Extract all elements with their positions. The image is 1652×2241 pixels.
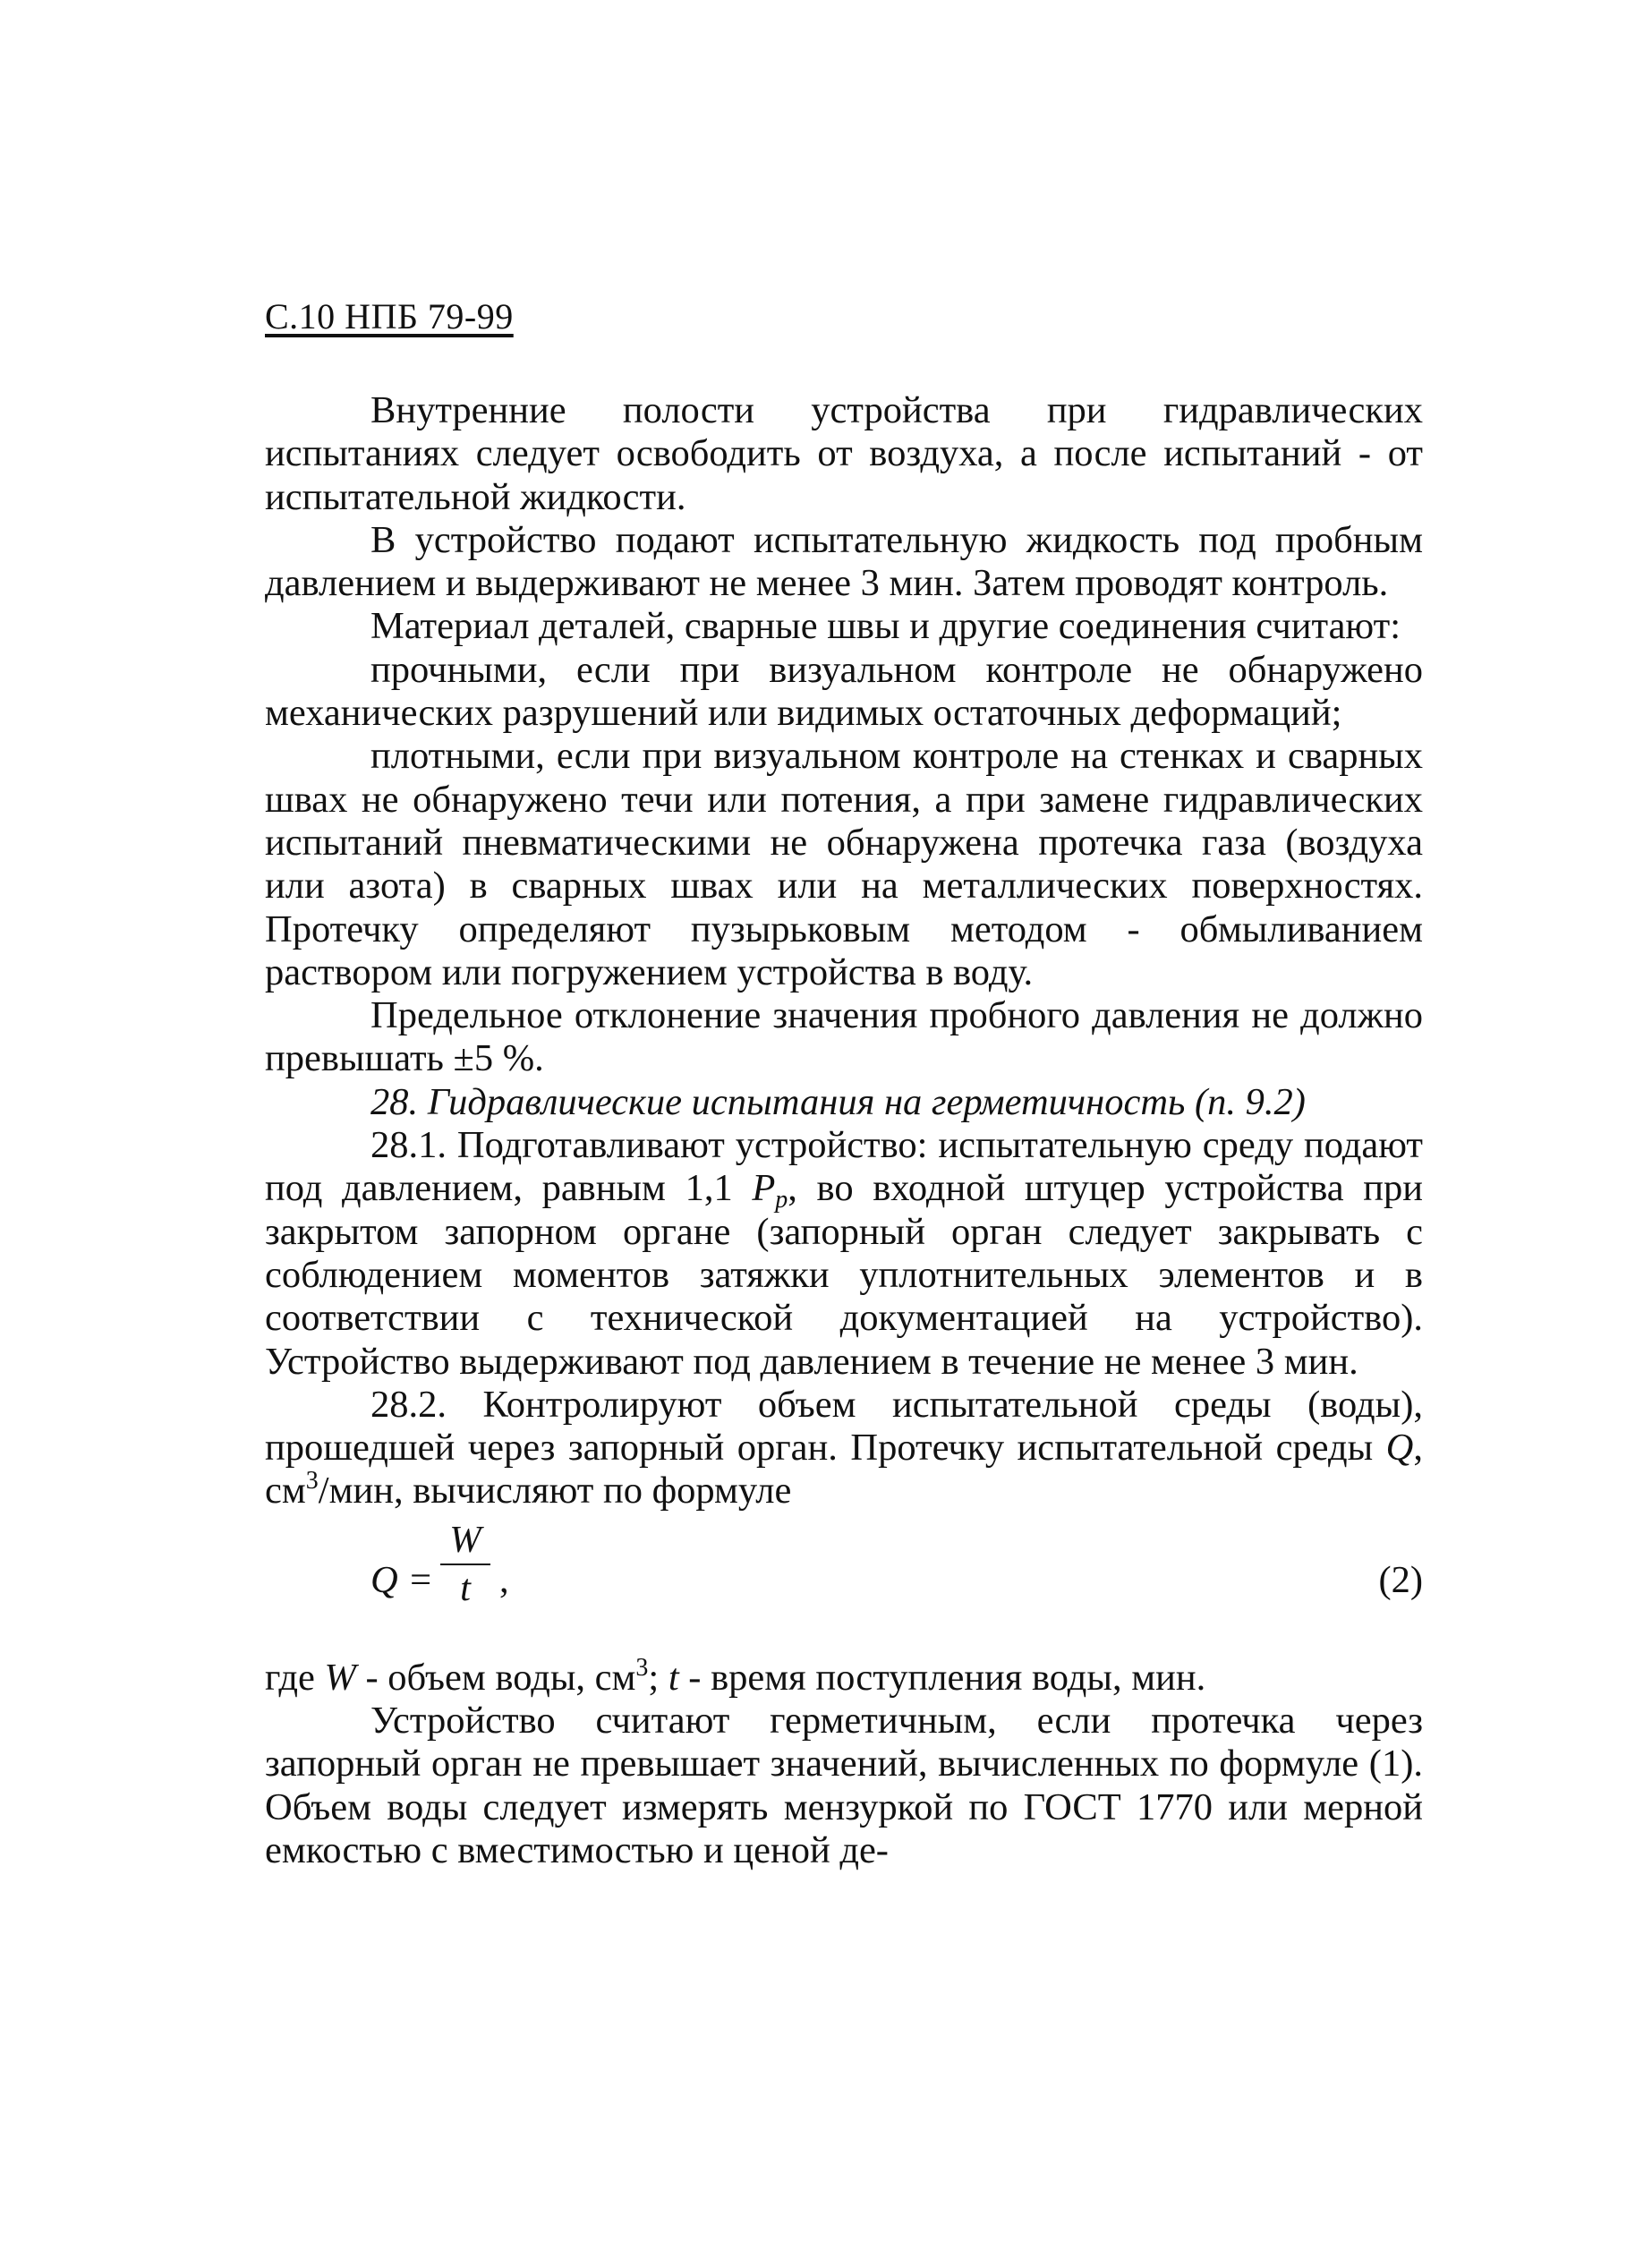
formula-numerator: W bbox=[449, 1518, 481, 1561]
formula-comma: , bbox=[499, 1558, 509, 1601]
formula-lhs: Q = bbox=[370, 1558, 433, 1601]
paragraph-tight: плотными, если при визуальном контроле на стенках и сварных швах не обнаружено течи или потения, а при замене гидравлических испытаний пневматическими не обнаружена протечка газа (воздуха или азота) в сварных швах или на металлических поверхностях. Протечку определяют пузырьковым методом - обмыливанием раствором или погружением устройства в воду. bbox=[265, 735, 1423, 993]
paragraph-28-2: 28.2. Контролируют объем испытательной среды (воды), прошедшей через запорный орган. Протечку испытательной среды Q, $см^3$/мин, вычисляют по формуле bbox=[265, 1383, 1423, 1512]
paragraph-28-1: 28.1. Подготавливают устройство: испытательную среду подают под давлением, равным 1,1 $P_p$, во входной штуцер устройства при закрытом запорном органе (запорный орган следует закрывать с соблюдением моментов затяжки уплотнительных элементов и в соответствии с технической документацией на устройство). Устройство выдерживают под давлением в течение не менее 3 мин. bbox=[265, 1124, 1423, 1383]
paragraph-pressure-hold: В устройство подают испытательную жидкость под пробным давлением и выдерживают не менее 3 мин. Затем проводят контроль. bbox=[265, 518, 1423, 605]
formula-2 bbox=[265, 1513, 1423, 1657]
section-28-heading: 28. Гидравлические испытания на герметичность (п. 9.2) bbox=[370, 1080, 1306, 1123]
formula-fraction bbox=[440, 1519, 490, 1610]
paragraph-where: где W - объем воды, $см^3$; t - время поступления воды, мин. bbox=[265, 1653, 1206, 1699]
paragraph-hermetic: Устройство считают герметичным, если протечка через запорный орган не превышает значений, вычисленных по формуле (1). Объем воды следует измерять мензуркой по ГОСТ 1770 или мерной емкостью с вместимостью и ценой де- bbox=[265, 1700, 1423, 1871]
fraction-bar bbox=[440, 1564, 490, 1565]
page-header: С.10 НПБ 79-99 bbox=[265, 296, 514, 337]
paragraph-materials: Материал деталей, сварные швы и другие соединения считают: bbox=[370, 605, 1401, 648]
paragraph-deviation: Предельное отклонение значения пробного давления не должно превышать ±5 %. bbox=[265, 994, 1423, 1080]
paragraph-strong: прочными, если при визуальном контроле не обнаружено механических разрушений или видимых остаточных деформаций; bbox=[265, 648, 1423, 735]
formula-number: (2) bbox=[1378, 1558, 1423, 1601]
formula-denominator: t bbox=[460, 1566, 471, 1609]
document-page bbox=[265, 295, 1423, 1872]
paragraph-cavities: Внутренние полости устройства при гидравлических испытаниях следует освободить от воздуха, а после испытаний - от испытательной жидкости. bbox=[265, 389, 1423, 518]
